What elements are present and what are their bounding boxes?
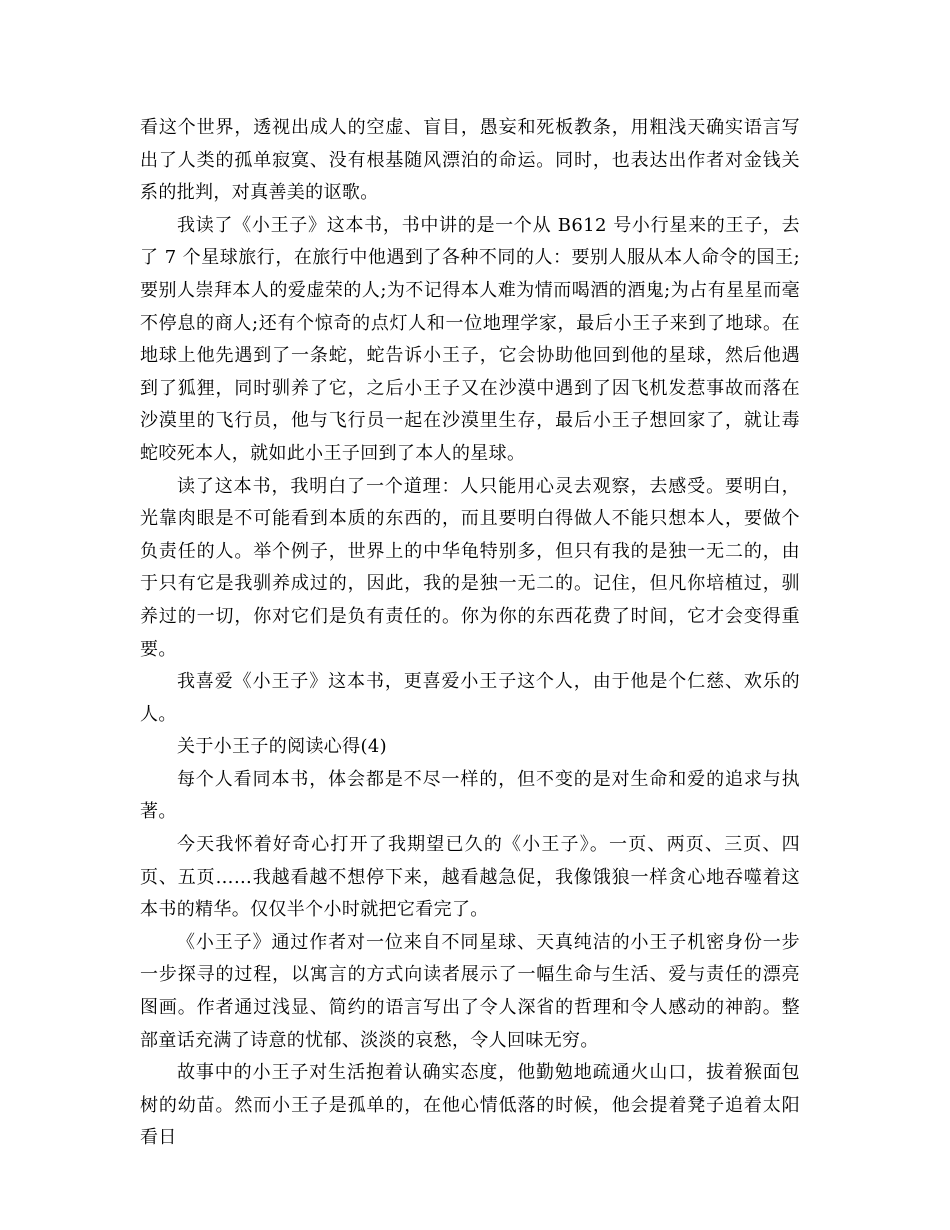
paragraph-3: 读了这本书，我明白了一个道理：人只能用心灵去观察，去感受。要明白，光靠肉眼是不可能看到本质的东西的，而且要明白得做人不能只想本人，要做个负责任的人。举个例子，世界上的中华龟特别多，但只有我的是独一无二的，由于只有它是我驯养成过的，因此，我的是独一无二的。记住，但凡你培植过，驯养过的一切，你对它们是负有责任的。你为你的东西花费了时间，它才会变得重要。 <box>140 475 800 660</box>
paragraph-2: 我读了《小王子》这本书，书中讲的是一个从 B612 号小行星来的王子，去了 7 个星球旅行，在旅行中他遇到了各种不同的人：要别人服从本人命令的国王;要别人崇拜本人的爱虚荣的人;为不记得本人难为情而喝酒的酒鬼;为占有星星而毫不停息的商人;还有个惊奇的点灯人和一位地理学家，最后小王子来到了地球。在地球上他先遇到了一条蛇，蛇告诉小王子，它会协助他回到他的星球，然后他遇到了狐狸，同时驯养了它，之后小王子又在沙漠中遇到了因飞机发惹事故而落在沙漠里的飞行员，他与飞行员一起在沙漠里生存，最后小王子想回家了，就让毒蛇咬死本人，就如此小王子回到了本人的星球。 <box>140 214 800 464</box>
section-heading: 关于小王子的阅读心得(4) <box>177 736 388 758</box>
paragraph-1: 看这个世界，透视出成人的空虚、盲目，愚妄和死板教条，用粗浅天确实语言写出了人类的孤单寂寞、没有根基随风漂泊的命运。同时，也表达出作者对金钱关系的批判，对真善美的讴歌。 <box>140 117 800 204</box>
paragraph-8: 《小王子》通过作者对一位来自不同星球、天真纯洁的小王子机密身份一步一步探寻的过程，以寓言的方式向读者展示了一幅生命与生活、爱与责任的漂亮图画。作者通过浅显、简约的语言写出了令人深省的哲理和令人感动的神韵。整部童话充满了诗意的忧郁、淡淡的哀愁，令人回味无穷。 <box>140 931 800 1051</box>
paragraph-7: 今天我怀着好奇心打开了我期望已久的《小王子》。一页、两页、三页、四页、五页……我越看越不想停下来，越看越急促，我像饿狼一样贪心地吞噬着这本书的精华。仅仅半个小时就把它看完了。 <box>140 834 800 921</box>
paragraph-9: 故事中的小王子对生活抱着认确实态度，他勤勉地疏通火山口，拔着猴面包树的幼苗。然而小王子是孤单的，在他心情低落的时候，他会提着凳子追着太阳看日 <box>140 1062 800 1149</box>
paragraph-4: 我喜爱《小王子》这本书，更喜爱小王子这个人，由于他是个仁慈、欢乐的人。 <box>140 671 800 725</box>
document-body <box>140 112 800 1155</box>
paragraph-6: 每个人看同本书，体会都是不尽一样的，但不变的是对生命和爱的追求与执著。 <box>140 768 800 823</box>
